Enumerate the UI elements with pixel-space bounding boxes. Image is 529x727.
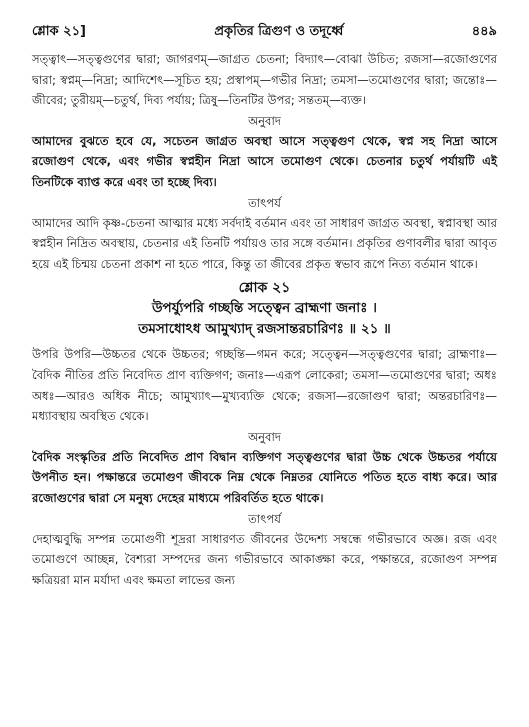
verse-title: শ্লোক ২১ [238, 280, 291, 297]
translation-text-2: বৈদিক সংস্কৃতির প্রতি নিবেদিত প্রাণ বিদ্বান ব্যক্তিগণ সত্ত্বগুণের দ্বারা উচ্চ থেকে উচ্চতর পর্যায়ে উপনীত হন। পক্ষান্তরে তমোগুণ জীবকে নিম্ন থেকে নিম্নতর যোনিতে পতিত হতে বাধ্য করে। আর রজোগুণের দ্বারা সে মনুষ্য দেহের মাধ্যমে পরিবর্তিত হতে থাকে। [32, 449, 497, 505]
synonyms-previous-verse: সত্ত্বাৎ—সত্ত্বগুণের দ্বারা; জাগরণম্—জাগ্রত চেতনা; বিদ্যাৎ—বোঝা উচিত; রজসা—রজোগুণের দ্বারা; স্বপ্নম্—নিদ্রা; আদিশেৎ—সূচিত হয়; প্রস্বাপম্—গভীর নিদ্রা; তমসা—তমোগুণের দ্বারা; জন্তোঃ—জীবের; তুরীয়ম্—চতুর্থ, দিব্য পর্যায়; ত্রিষু—তিনটির উপর; সন্ততম্—ব্যক্ত। [32, 52, 497, 108]
purport-heading-2: তাৎপর্য [248, 511, 281, 526]
translation-heading: অনুবাদ [248, 113, 281, 128]
verse-line-1: উপর্য্যুপরি গচ্ছন্তি সত্ত্বেন ব্রাহ্মণা জনাঃ । [152, 300, 377, 317]
verse-line-2: তমসাধোঽধ আমুখ্যাদ্ রজসান্তরচারিণঃ ॥ ২১ ॥ [138, 321, 391, 338]
purport-text: আমাদের আদি কৃষ্ণ-চেতনা আত্মার মধ্যে সর্বদাই বর্তমান এবং তা সাধারণ জাগ্রত অবস্থা, স্বপ্নাবস্থা আর স্বপ্নহীন নিদ্রিত অবস্থায়, চেতনার এই তিনটি পর্যায়ও তার সঙ্গে বর্তমান। প্রকৃতির গুণাবলীর দ্বারা আবৃত হয়ে এই চিন্ময় চেতনা প্রকাশ না হতে পারে, কিন্তু তা জীবের প্রকৃত স্বভাব রূপে নিত্য বর্তমান থাকে। [32, 215, 497, 271]
header-chapter-title: প্রকৃতির ত্রিগুণ ও তদূর্ধ্বে [214, 24, 344, 39]
purport-text-2: দেহাত্মবুদ্ধি সম্পন্ন তমোগুণী শূদ্ররা সাধারণত জীবনের উদ্দেশ্য সম্বন্ধে গভীরভাবে অজ্ঞ। রজ এবং তমোগুণে আচ্ছন্ন, বৈশ্যরা সম্পদের জন্য গভীরভাবে আকাঙ্ক্ষা করে, পক্ষান্তরে, রজোগুণ সম্পন্ন ক্ষত্রিয়রা মান মর্যাদা এবং ক্ষমতা লাভের জন্য [32, 531, 497, 587]
header-page-number: ৪৪৯ [471, 24, 497, 39]
page-header [32, 22, 497, 43]
purport-heading: তাৎপর্য [248, 195, 281, 210]
synonyms-verse-21: উপরি উপরি—উচ্চতর থেকে উচ্চতর; গচ্ছন্তি—গমন করে; সত্ত্বেন—সত্ত্বগুণের দ্বারা; ব্রাহ্মণাঃ—বৈদিক নীতির প্রতি নিবেদিত প্রাণ ব্যক্তিগণ; জনাঃ—এরূপ লোকেরা; তমসা—তমোগুণের দ্বারা; অধঃ অধঃ—আরও অধিক নীচে; আমুখ্যাৎ—মুখ্যব্যক্তি থেকে; রজসা—রজোগুণ দ্বারা; অন্তরচারিণঃ—মধ্যাবস্থায় অবস্থিত থেকে। [32, 347, 497, 424]
translation-heading-2: অনুবাদ [248, 429, 281, 444]
header-verse-ref: শ্লোক ২১] [32, 24, 86, 39]
translation-text: আমাদের বুঝতে হবে যে, সচেতন জাগ্রত অবস্থা আসে সত্ত্বগুণ থেকে, স্বপ্ন সহ নিদ্রা আসে রজোগুণ থেকে, এবং গভীর স্বপ্নহীন নিদ্রা আসে তমোগুণ থেকে। চেতনার চতুর্থ পর্যায়টি এই তিনটিকে ব্যাপ্ত করে এবং তা হচ্ছে দিব্য। [32, 133, 497, 189]
